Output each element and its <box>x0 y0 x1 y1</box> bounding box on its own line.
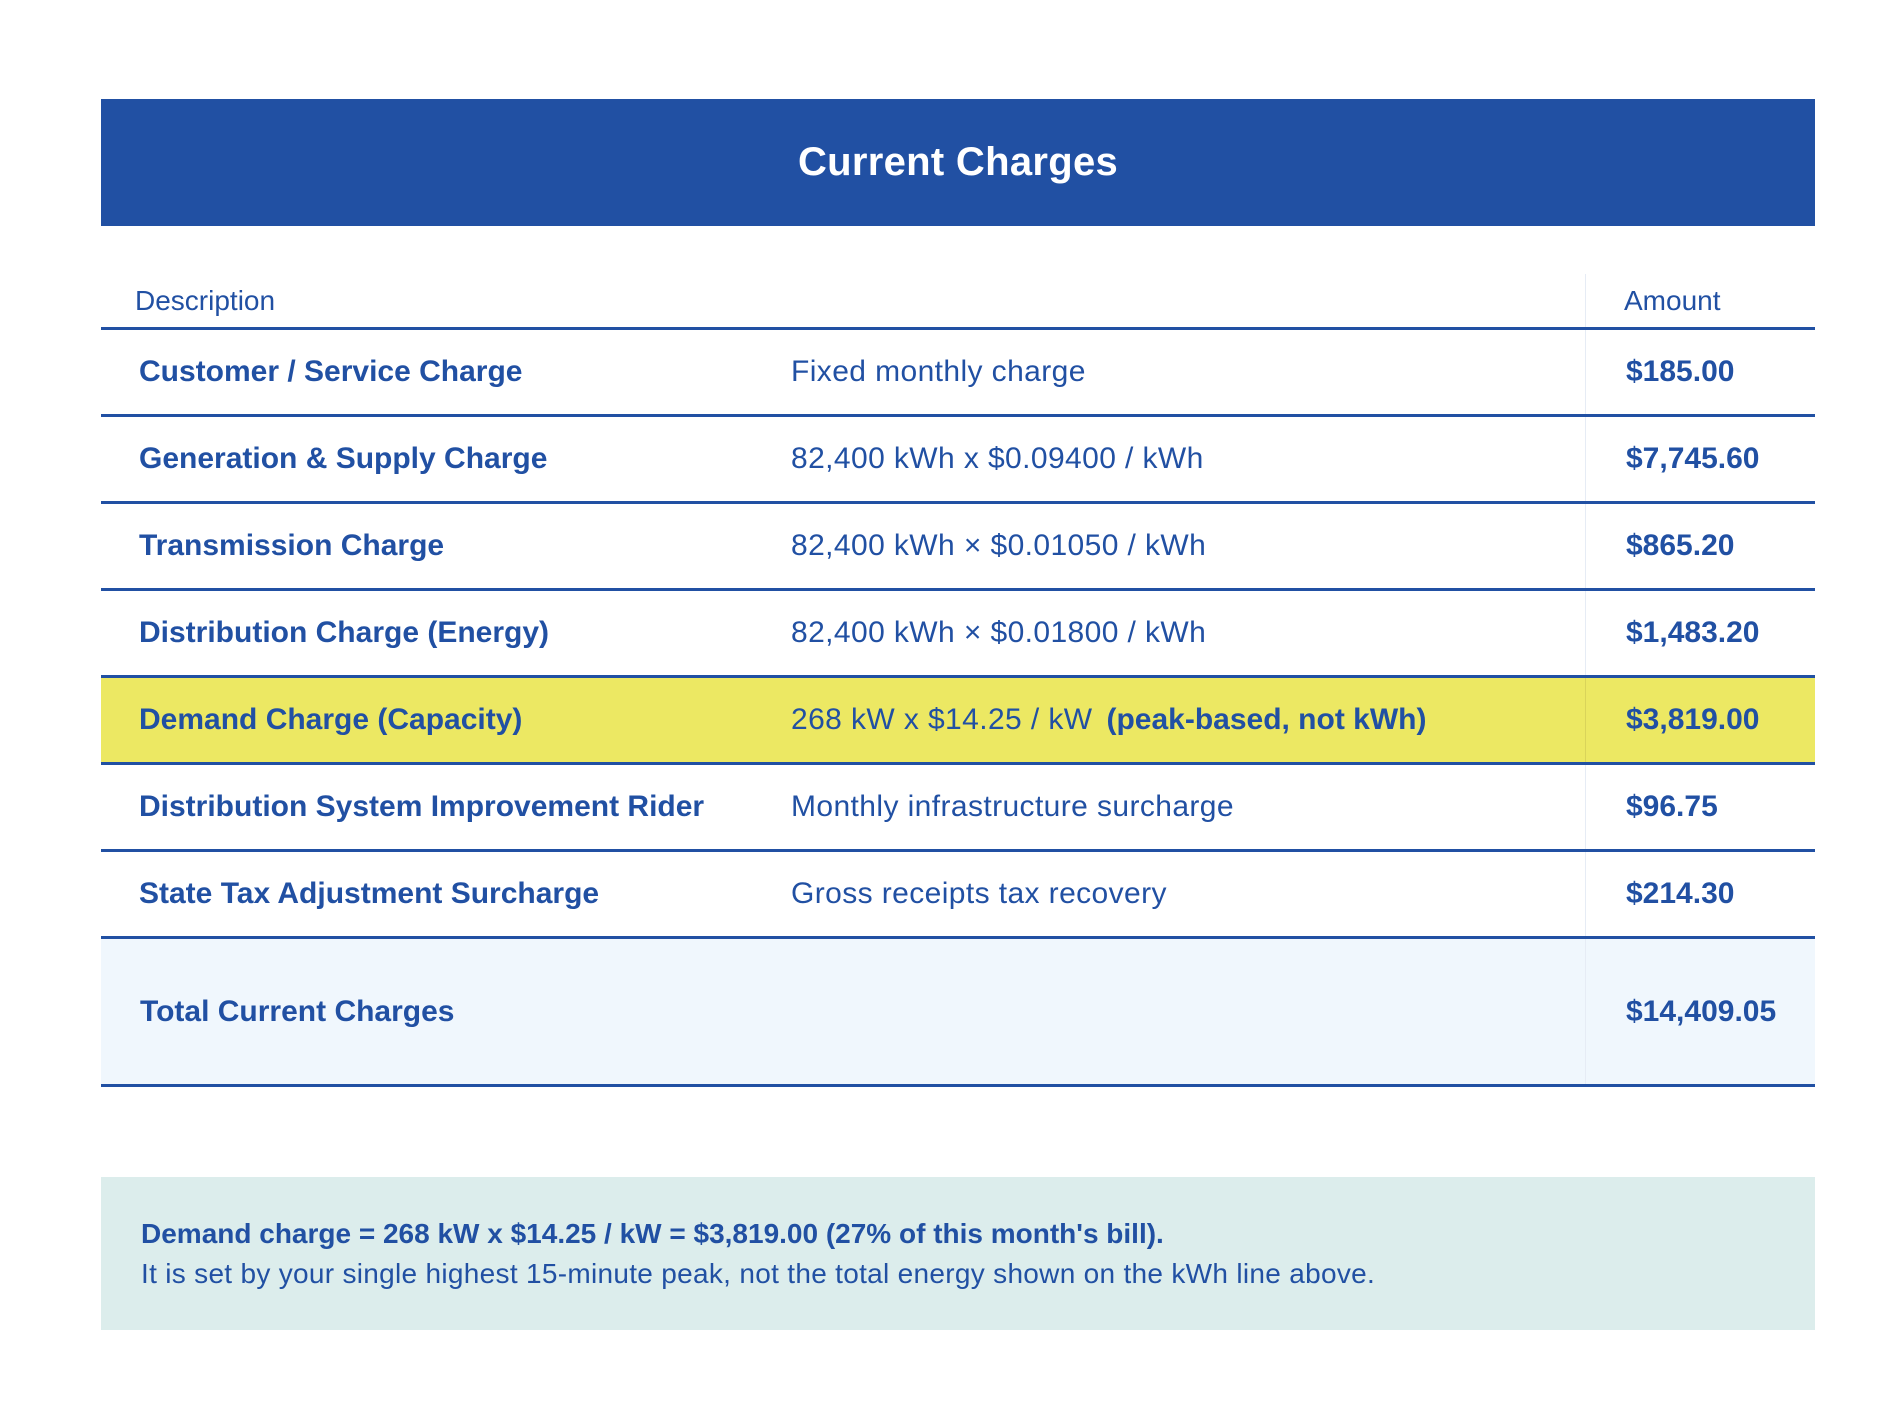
total-row <box>101 939 1815 1087</box>
charge-label: Demand Charge (Capacity) <box>139 703 523 736</box>
column-header-amount: Amount <box>1585 274 1815 327</box>
table-row <box>101 330 1815 417</box>
title-bar <box>101 99 1815 226</box>
table-row <box>101 591 1815 678</box>
charge-detail: Fixed monthly charge <box>791 355 1086 388</box>
charge-detail: Gross receipts tax recovery <box>791 877 1167 910</box>
charge-detail-emphasis: (peak-based, not kWh) <box>1106 703 1427 736</box>
charge-amount: $865.20 <box>1585 504 1815 588</box>
charge-amount: $214.30 <box>1585 852 1815 936</box>
total-label: Total Current Charges <box>140 994 455 1028</box>
column-header-description: Description <box>135 284 276 316</box>
charge-amount: $3,819.00 <box>1585 678 1815 762</box>
demand-charge-note <box>101 1177 1815 1330</box>
charge-label: Transmission Charge <box>139 529 445 562</box>
table-header <box>101 274 1815 330</box>
current-charges-card <box>101 99 1815 1087</box>
charge-label: Generation & Supply Charge <box>139 442 548 475</box>
charge-amount: $96.75 <box>1585 765 1815 849</box>
table-row <box>101 504 1815 591</box>
charge-amount: $185.00 <box>1585 330 1815 414</box>
table-row <box>101 417 1815 504</box>
charge-detail: 82,400 kWh × $0.01800 / kWh <box>791 616 1207 649</box>
charge-label: State Tax Adjustment Surcharge <box>139 877 600 910</box>
table-row <box>101 765 1815 852</box>
charges-table <box>101 274 1815 1087</box>
page-title: Current Charges <box>797 140 1119 184</box>
charge-amount: $7,745.60 <box>1585 417 1815 501</box>
note-explanation: It is set by your single highest 15-minute peak, not the total energy shown on the kWh line above. <box>141 1258 1376 1289</box>
charge-label: Distribution Charge (Energy) <box>139 616 550 649</box>
charge-detail: Monthly infrastructure surcharge <box>791 790 1234 823</box>
charge-detail: 82,400 kWh × $0.01050 / kWh <box>791 529 1207 562</box>
charge-label: Customer / Service Charge <box>139 355 523 388</box>
charge-detail <box>791 703 1585 737</box>
table-row <box>101 852 1815 939</box>
charge-amount: $1,483.20 <box>1585 591 1815 675</box>
total-amount: $14,409.05 <box>1585 939 1815 1084</box>
note-headline: Demand charge = 268 kW x $14.25 / kW = $3,819.00 (27% of this month's bill). <box>141 1218 1164 1249</box>
charge-detail-text: 268 kW x $14.25 / kW <box>791 703 1093 736</box>
table-row-highlighted <box>101 678 1815 765</box>
charge-detail: 82,400 kWh x $0.09400 / kWh <box>791 442 1204 475</box>
charge-label: Distribution System Improvement Rider <box>139 790 705 823</box>
